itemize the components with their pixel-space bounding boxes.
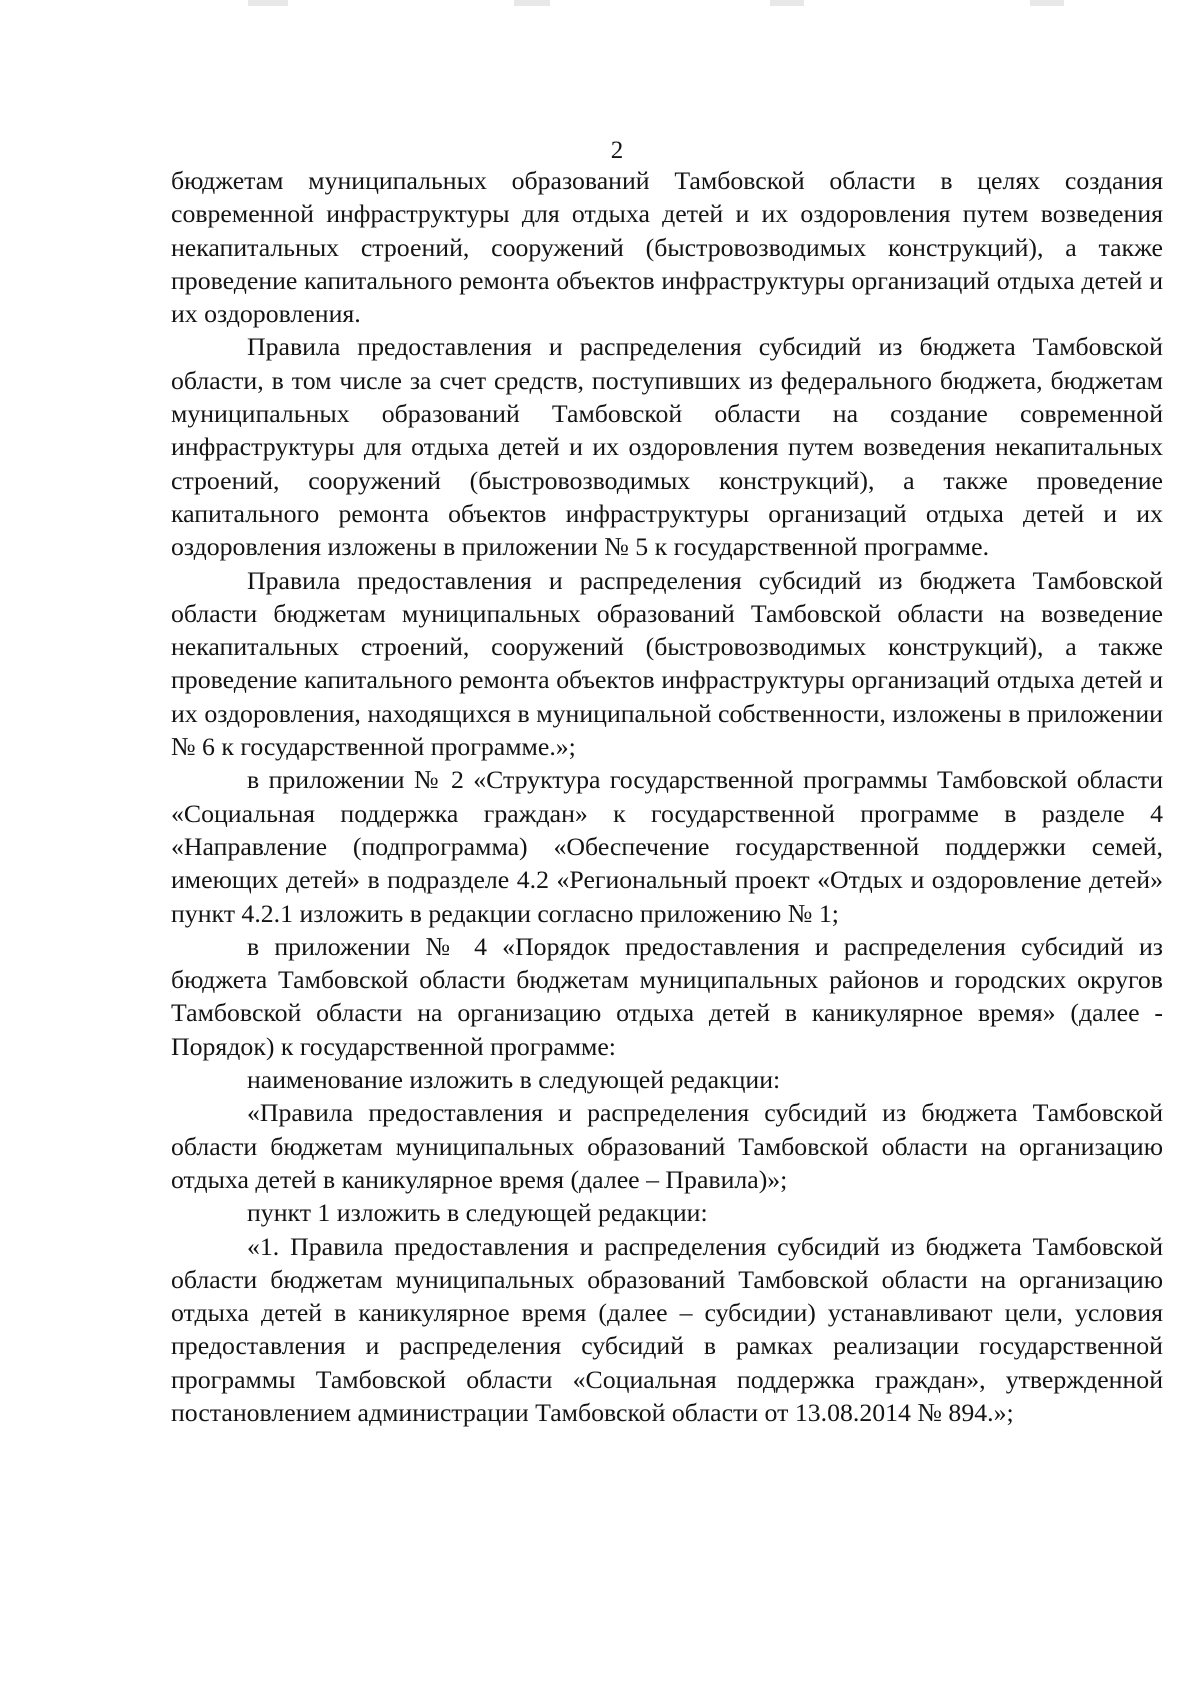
paragraph-item-1-text: «1. Правила предоставления и распределения субсидий из бюджета Тамбовской области бюджетам муниципальных образований Тамбовской области на организацию отдыха детей в каникулярное время (далее – субсидии) устанавливают цели, условия предоставления и распределения субсидий в рамках реализации государственной программы Тамбовской области «Социальная поддержка граждан», утвержденной постановлением администрации Тамбовской области от 13.08.2014 № 894.»; [171, 1231, 1163, 1427]
paragraph-rules-appendix-6: Правила предоставления и распределения субсидий из бюджета Тамбовской области бюджетам муниципальных образований Тамбовской области на возведение некапитальных строений, сооружений (быстровозводимых конструкций), а также проведение капитального ремонта объектов инфраструктуры организаций отдыха детей и их оздоровления, находящихся в муниципальной собственности, изложены в приложении № 6 к государственной программе.»; [171, 565, 1163, 762]
document-body [171, 164, 1163, 1429]
scan-mark [770, 0, 804, 6]
paragraph-item-1-instruction: пункт 1 изложить в следующей редакции: [247, 1198, 708, 1228]
paragraph-new-title: «Правила предоставления и распределения субсидий из бюджета Тамбовской области бюджетам муниципальных образований Тамбовской области на организацию отдыха детей в каникулярное время (далее – Правила)»; [171, 1098, 1163, 1194]
paragraph-rules-appendix-5: Правила предоставления и распределения субсидий из бюджета Тамбовской области, в том числе за счет средств, поступивших из федерального бюджета, бюджетам муниципальных образований Тамбовской области на создание современной инфраструктуры для отдыха детей и их оздоровления путем возведения некапитальных строений, сооружений (быстровозводимых конструкций), а также проведение капитального ремонта объектов инфраструктуры организаций отдыха детей и их оздоровления изложены в приложении № 5 к государственной программе. [171, 332, 1163, 562]
scan-mark [514, 0, 550, 6]
scan-mark [1030, 0, 1064, 6]
paragraph-appendix-4-amendment: в приложении № 4 «Порядок предоставления и распределения субсидий из бюджета Тамбовской области бюджетам муниципальных районов и городских округов Тамбовской области на организацию отдыха детей в каникулярное время» (далее - Порядок) к государственной программе: [171, 931, 1163, 1061]
page-number: 2 [610, 137, 624, 164]
scan-mark [248, 0, 288, 6]
paragraph-title-instruction: наименование изложить в следующей редакции: [247, 1065, 781, 1095]
paragraph-continuation: бюджетам муниципальных образований Тамбовской области в целях создания современной инфраструктуры для отдыха детей и их оздоровления путем возведения некапитальных строений, сооружений (быстровозводимых конструкций), а также проведение капитального ремонта объектов инфраструктуры организаций отдыха детей и их оздоровления. [171, 166, 1163, 329]
paragraph-appendix-2-amendment: в приложении № 2 «Структура государственной программы Тамбовской области «Социальная поддержка граждан» к государственной программе в разделе 4 «Направление (подпрограмма) «Обеспечение государственной поддержки семей, имеющих детей» в подразделе 4.2 «Региональный проект «Отдых и оздоровление детей» пункт 4.2.1 изложить в редакции согласно приложению № 1; [171, 765, 1163, 928]
